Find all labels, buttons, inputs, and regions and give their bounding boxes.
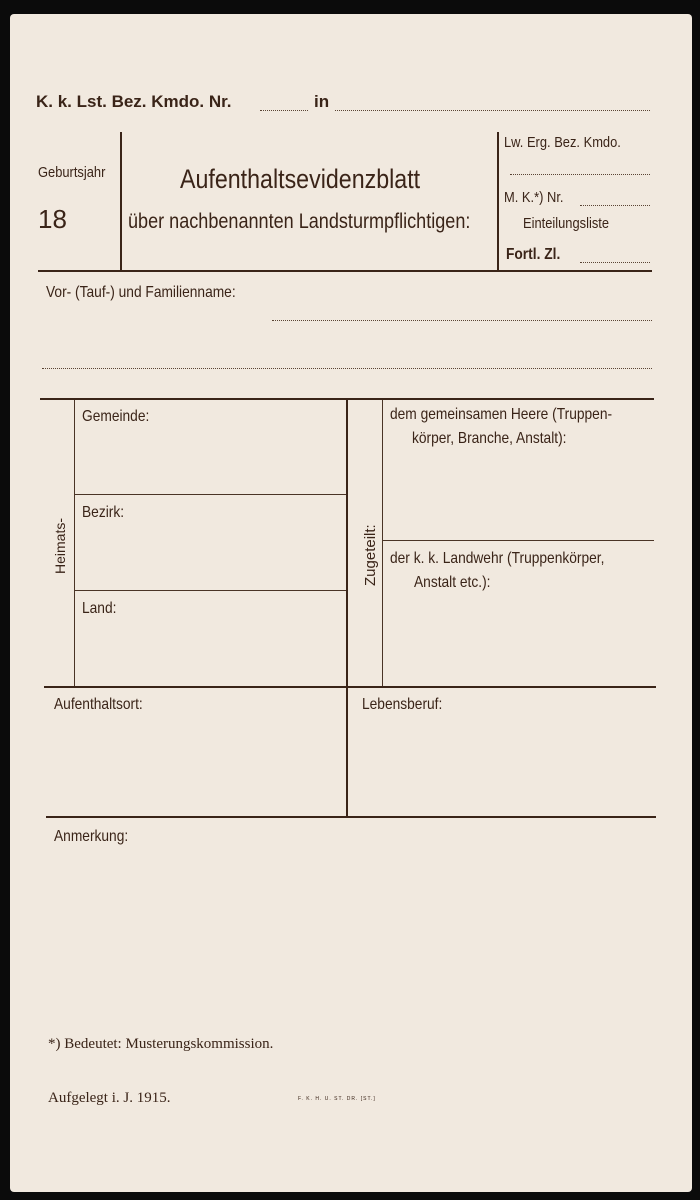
lw-label: Lw. Erg. Bez. Kmdo. bbox=[504, 134, 621, 151]
rule bbox=[74, 590, 346, 591]
divider bbox=[497, 132, 499, 270]
rule bbox=[382, 540, 654, 541]
lebensberuf-label: Lebensberuf: bbox=[362, 696, 443, 713]
evidence-form bbox=[10, 14, 692, 1192]
rule bbox=[74, 494, 346, 495]
form-title: Aufenthaltsevidenzblatt bbox=[180, 164, 421, 194]
geburtsjahr-label: Geburtsjahr bbox=[38, 164, 106, 181]
anmerkung-label: Anmerkung: bbox=[54, 828, 129, 845]
heer-label-line1: dem gemeinsamen Heere (Truppen- bbox=[390, 406, 613, 423]
divider bbox=[74, 400, 75, 686]
lw-field[interactable] bbox=[510, 174, 650, 175]
rule bbox=[46, 816, 656, 818]
bezirk-label: Bezirk: bbox=[82, 504, 125, 521]
fortl-label: Fortl. Zl. bbox=[506, 246, 561, 263]
kmdo-label: K. k. Lst. Bez. Kmdo. Nr. bbox=[36, 92, 232, 111]
footnote: *) Bedeutet: Musterungskommission. bbox=[48, 1036, 274, 1052]
name-field-line2[interactable] bbox=[42, 368, 652, 369]
form-subtitle: über nachbenannten Landsturmpflichtigen: bbox=[128, 210, 471, 233]
geburtsjahr-value: 18 bbox=[38, 204, 67, 234]
landwehr-label-line2: Anstalt etc.): bbox=[414, 574, 491, 591]
printed-year: Aufgelegt i. J. 1915. bbox=[48, 1090, 171, 1106]
landwehr-label-line1: der k. k. Landwehr (Truppenkörper, bbox=[390, 550, 605, 567]
divider bbox=[382, 400, 383, 686]
einteilungsliste-label: Einteilungsliste bbox=[523, 215, 610, 232]
mk-label: M. K.*) Nr. bbox=[504, 189, 564, 206]
kmdo-number-field[interactable] bbox=[260, 110, 308, 111]
mk-field[interactable] bbox=[580, 205, 650, 206]
zugeteilt-side-label: Zugeteilt: bbox=[362, 524, 379, 586]
gemeinde-label: Gemeinde: bbox=[82, 408, 150, 425]
divider bbox=[120, 132, 122, 270]
fortl-field[interactable] bbox=[580, 262, 650, 263]
name-field-line1[interactable] bbox=[272, 320, 652, 321]
divider bbox=[346, 400, 348, 816]
name-label: Vor- (Tauf-) und Familienname: bbox=[46, 284, 236, 301]
land-label: Land: bbox=[82, 600, 117, 617]
in-place-field[interactable] bbox=[335, 110, 650, 111]
in-label: in bbox=[314, 92, 330, 111]
heer-label-line2: körper, Branche, Anstalt): bbox=[412, 430, 567, 447]
rule bbox=[44, 686, 656, 688]
printer-imprint: F. K. H. U. ST. DR. [ST.] bbox=[298, 1096, 376, 1102]
aufenthaltsort-label: Aufenthaltsort: bbox=[54, 696, 143, 713]
heimats-side-label: Heimats- bbox=[52, 517, 68, 574]
rule bbox=[38, 270, 652, 272]
